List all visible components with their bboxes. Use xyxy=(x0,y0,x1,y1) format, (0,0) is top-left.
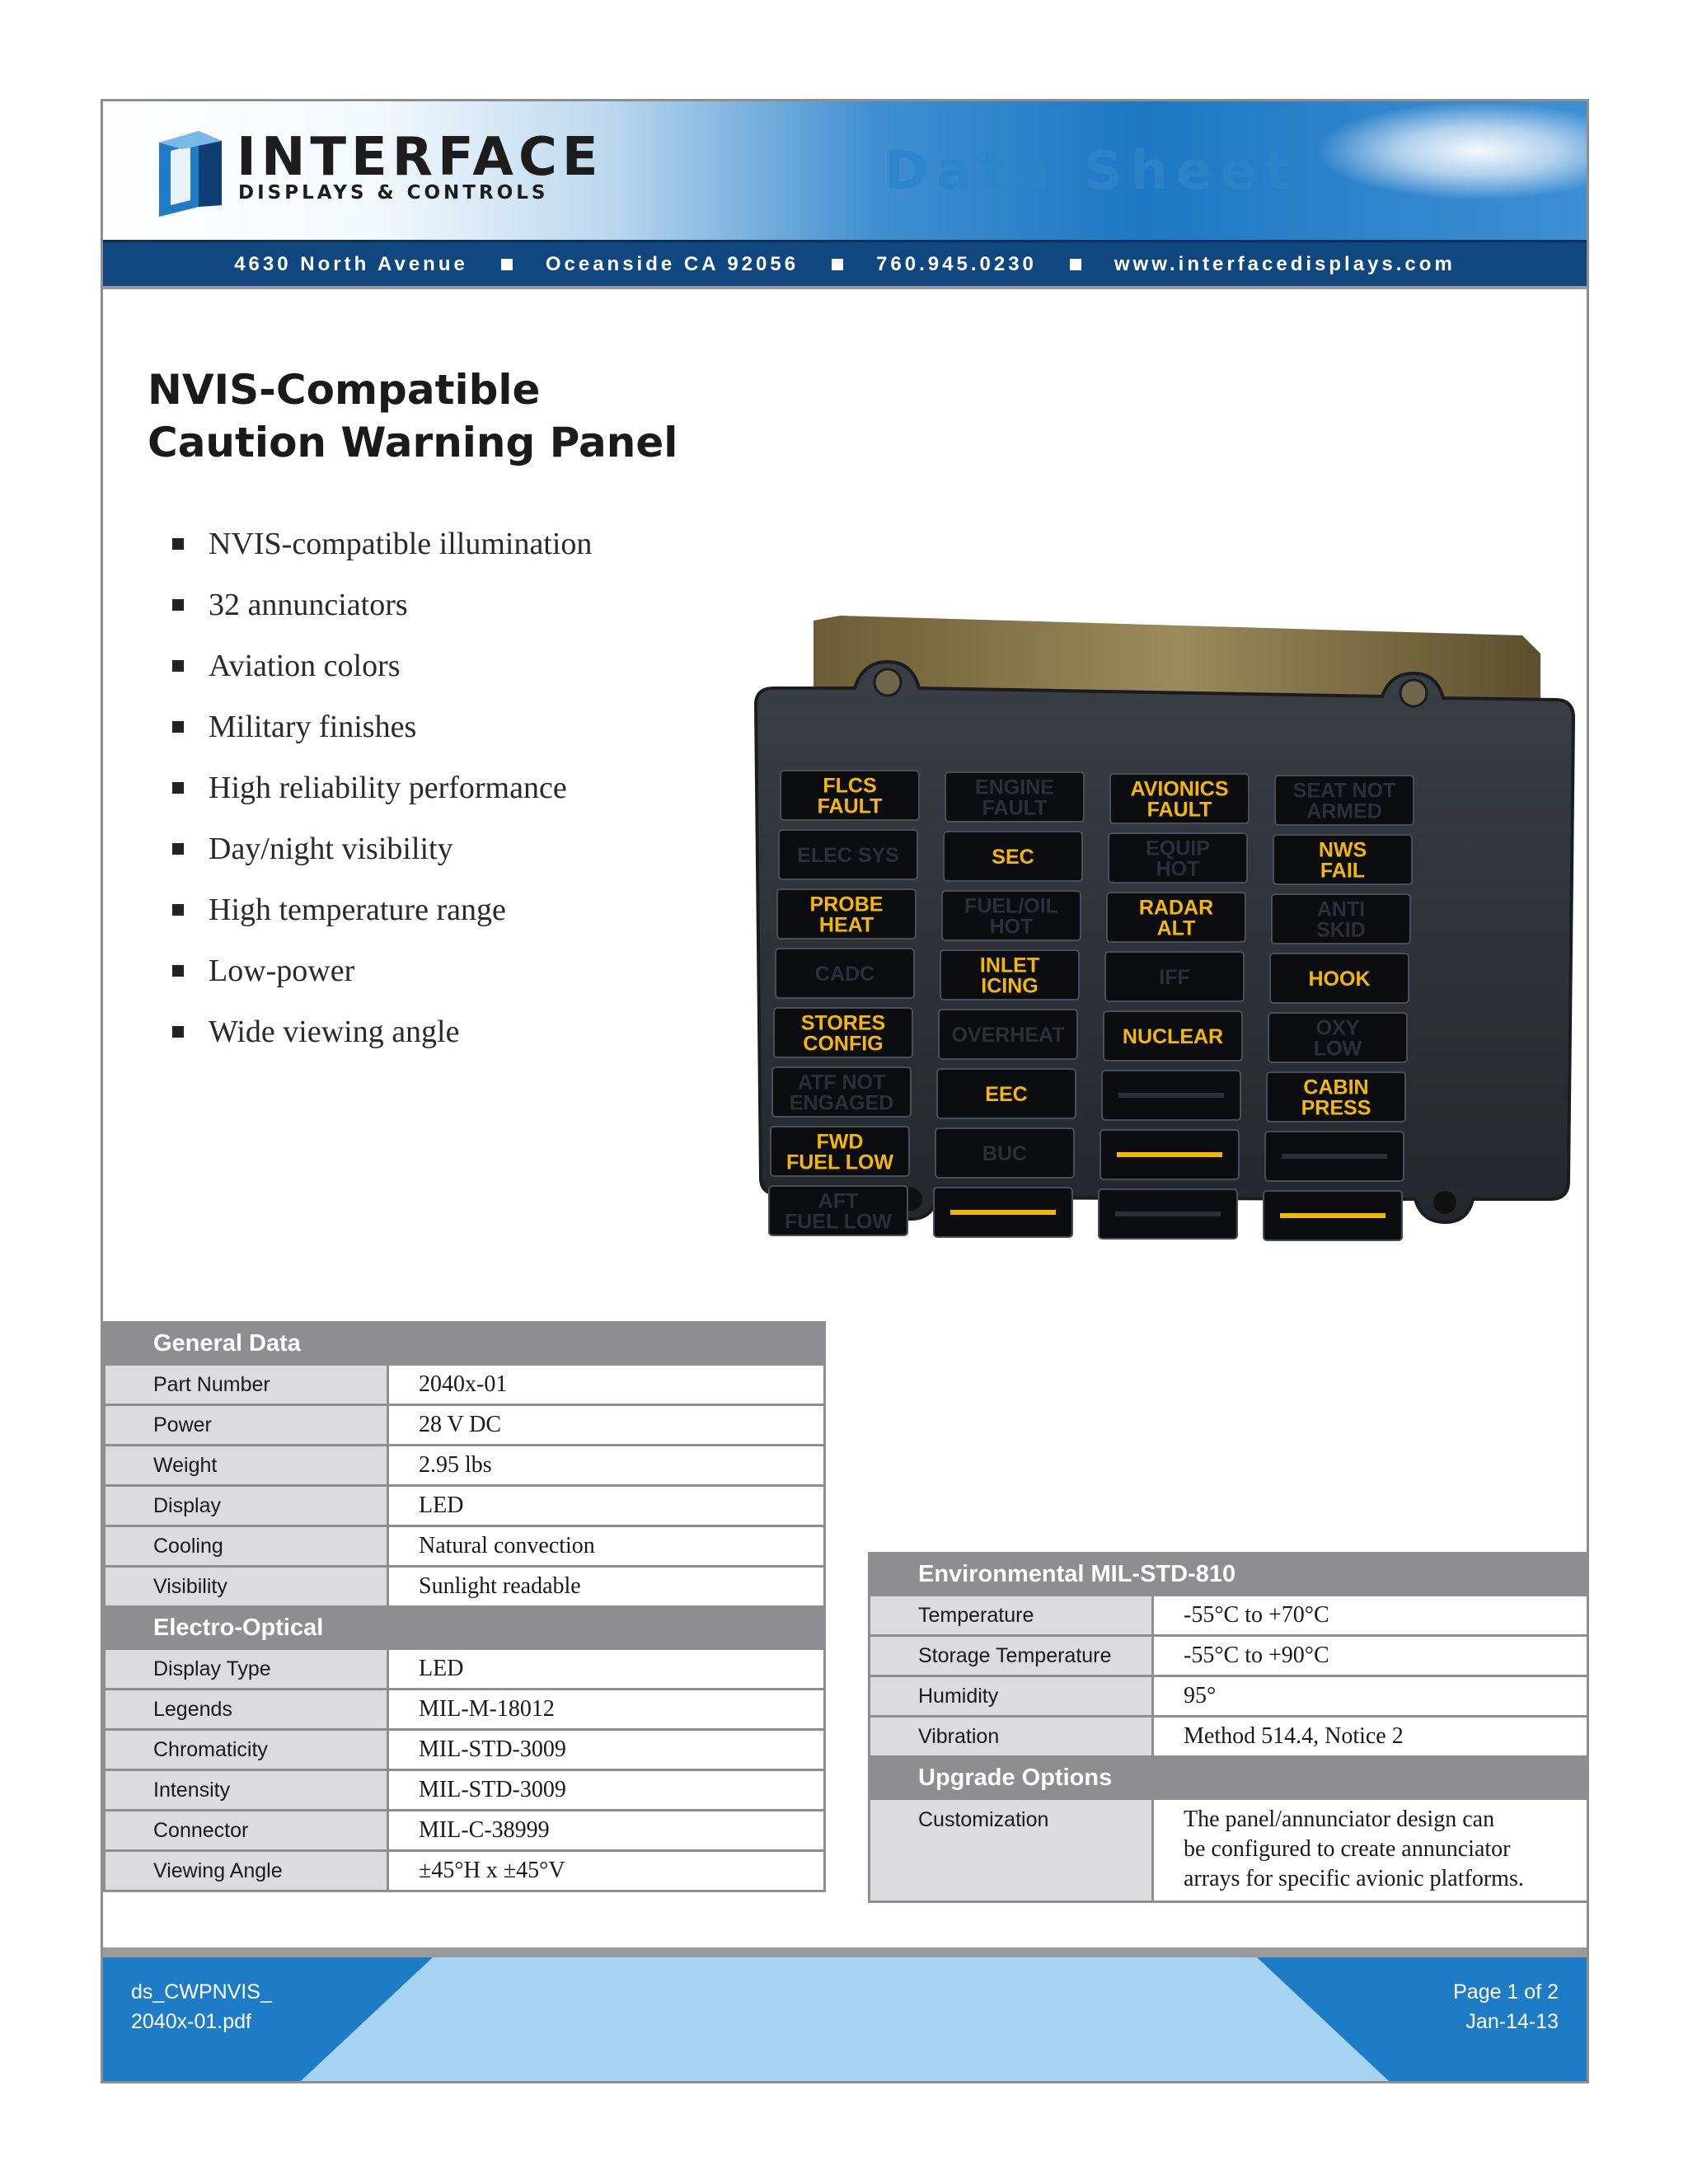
table-value: MIL-C-38999 xyxy=(388,1811,825,1851)
table-key: Weight xyxy=(105,1446,388,1486)
feature-text: NVIS-compatible illumination xyxy=(209,527,593,561)
page-title xyxy=(148,363,678,469)
table-key: Vibration xyxy=(870,1717,1153,1757)
table-row xyxy=(105,1365,825,1405)
annunciator-legend: ANTI xyxy=(1316,898,1366,921)
customization-line: The panel/annunciator design can xyxy=(1184,1807,1495,1832)
separator-square-icon xyxy=(832,259,843,270)
table-row xyxy=(105,1486,825,1526)
mount-hole xyxy=(1400,680,1427,706)
list-item xyxy=(172,879,592,940)
feature-text: High reliability performance xyxy=(209,771,567,805)
list-item xyxy=(172,757,592,818)
separator-square-icon xyxy=(501,259,513,270)
annunciator-legend: PRESS xyxy=(1301,1096,1372,1120)
annunciator-legend: AFT xyxy=(818,1189,859,1213)
table-row xyxy=(105,1567,825,1607)
table-key: Visibility xyxy=(105,1567,388,1607)
environmental-table xyxy=(868,1552,1589,1903)
list-item xyxy=(172,513,592,574)
website-link[interactable]: www.interfacedisplays.com xyxy=(1114,252,1456,275)
annunciator-legend: FWD xyxy=(816,1130,864,1154)
annunciator-legend: STORES xyxy=(800,1011,886,1035)
table-row xyxy=(870,1717,1588,1757)
section-header-upgrade: Upgrade Options xyxy=(870,1757,1588,1799)
annunciator-bar-icon xyxy=(1280,1213,1386,1218)
bullet-square-icon xyxy=(172,599,184,611)
annunciator-legend: FAIL xyxy=(1320,859,1366,883)
city-address: Oceanside CA 92056 xyxy=(545,252,799,275)
table-value: Method 514.4, Notice 2 xyxy=(1153,1717,1588,1757)
annunciator-legend: SKID xyxy=(1316,918,1366,942)
annunciator-bar-icon xyxy=(1117,1152,1222,1157)
phone-number: 760.945.0230 xyxy=(876,252,1037,275)
list-item xyxy=(172,818,592,879)
list-item xyxy=(172,635,592,696)
table-value: -55°C to +70°C xyxy=(1153,1596,1588,1636)
bullet-square-icon xyxy=(172,782,184,794)
feature-text: High temperature range xyxy=(209,893,506,927)
list-item xyxy=(172,574,592,635)
data-sheet-watermark: Data Sheet xyxy=(884,141,1298,202)
table-value: MIL-M-18012 xyxy=(388,1690,825,1730)
annunciator-legend: ATF NOT xyxy=(797,1071,886,1094)
table-value: LED xyxy=(388,1649,825,1690)
bullet-square-icon xyxy=(172,660,184,672)
table-value: ±45°H x ±45°V xyxy=(388,1851,825,1891)
table-key: Cooling xyxy=(105,1526,388,1567)
table-value: MIL-STD-3009 xyxy=(388,1770,825,1811)
annunciator-legend: FAULT xyxy=(1146,798,1212,822)
section-header-environmental: Environmental MIL-STD-810 xyxy=(870,1554,1588,1596)
table-key: Connector xyxy=(105,1811,388,1851)
annunciator-legend: HEAT xyxy=(818,913,874,937)
annunciator-legend: ELEC SYS xyxy=(797,844,899,867)
table-value: Natural convection xyxy=(388,1526,825,1567)
table-key: Display Type xyxy=(105,1649,388,1690)
annunciator-legend: OVERHEAT xyxy=(951,1024,1065,1047)
annunciator-legend: IFF xyxy=(1159,966,1190,989)
annunciator-legend: FUEL/OIL xyxy=(964,894,1058,918)
annunciator-legend: ALT xyxy=(1156,916,1196,940)
company-name: INTERFACE xyxy=(237,127,603,188)
separator-square-icon xyxy=(1070,259,1081,270)
table-value: 2040x-01 xyxy=(388,1365,825,1405)
annunciator-legend: EQUIP xyxy=(1146,837,1210,860)
table-row xyxy=(105,1690,825,1730)
table-key: Display xyxy=(105,1486,388,1526)
bullet-square-icon xyxy=(172,843,184,855)
annunciator-bar-icon xyxy=(1115,1212,1221,1216)
header-banner xyxy=(103,101,1587,240)
table-row xyxy=(105,1405,825,1446)
annunciator-legend: HOT xyxy=(1156,857,1200,881)
feature-text: 32 annunciators xyxy=(209,588,408,622)
file-name xyxy=(131,1977,272,2036)
cloud-graphic xyxy=(1315,101,1587,200)
annunciator-legend: OXY xyxy=(1315,1016,1360,1040)
table-key: Viewing Angle xyxy=(105,1851,388,1891)
annunciator-legend: BUC xyxy=(982,1142,1028,1165)
title-line-2: Caution Warning Panel xyxy=(148,419,678,466)
table-row xyxy=(870,1596,1588,1636)
table-value: 28 V DC xyxy=(388,1405,825,1446)
feature-text: Military finishes xyxy=(209,710,417,744)
feature-text: Wide viewing angle xyxy=(209,1015,460,1049)
annunciator-legend: PROBE xyxy=(809,893,884,916)
annunciator-legend: RADAR xyxy=(1138,896,1214,920)
file-name-line-2: 2040x-01.pdf xyxy=(131,2010,251,2033)
table-key: Chromaticity xyxy=(105,1730,388,1770)
title-line-1: NVIS-Compatible xyxy=(148,366,541,414)
bullet-square-icon xyxy=(172,721,184,733)
table-row xyxy=(105,1730,825,1770)
annunciator-legend: FAULT xyxy=(817,794,883,818)
table-value: 2.95 lbs xyxy=(388,1446,825,1486)
annunciator-legend: FLCS xyxy=(823,774,877,798)
annunciator-legend: EEC xyxy=(985,1083,1028,1106)
annunciator-legend: ENGAGED xyxy=(789,1091,894,1115)
feature-text: Aviation colors xyxy=(209,649,401,683)
table-value: Sunlight readable xyxy=(388,1567,825,1607)
bullet-square-icon xyxy=(172,965,184,977)
page-number: Page 1 of 2 xyxy=(1453,1980,1559,2004)
mount-hole xyxy=(1433,1191,1456,1214)
annunciator-bar-icon xyxy=(950,1210,1056,1215)
table-row xyxy=(105,1526,825,1567)
feature-text: Low-power xyxy=(209,954,355,988)
table-key: Part Number xyxy=(105,1365,388,1405)
page-footer xyxy=(103,1957,1587,2081)
table-key: Temperature xyxy=(870,1596,1153,1636)
table-value: LED xyxy=(388,1486,825,1526)
customization-line: arrays for specific avionic platforms. xyxy=(1184,1866,1524,1891)
annunciator-legend: HOT xyxy=(989,915,1034,939)
annunciator-legend: AVIONICS xyxy=(1130,777,1229,801)
annunciator-legend: FUEL LOW xyxy=(784,1210,893,1234)
feature-list xyxy=(172,513,592,1062)
table-key: Storage Temperature xyxy=(870,1636,1153,1676)
bullet-square-icon xyxy=(172,1026,184,1038)
annunciator-legend: ARMED xyxy=(1306,799,1382,823)
annunciator-legend: NWS xyxy=(1318,838,1367,862)
annunciator-legend: NUCLEAR xyxy=(1122,1025,1224,1048)
file-name-line-1: ds_CWPNVIS_ xyxy=(131,1980,272,2004)
table-value xyxy=(1153,1799,1588,1902)
street-address: 4630 North Avenue xyxy=(234,252,468,275)
bullet-square-icon xyxy=(172,904,184,916)
footer-divider xyxy=(103,1947,1587,1957)
table-row xyxy=(105,1851,825,1891)
table-key: Legends xyxy=(105,1690,388,1730)
list-item xyxy=(172,1001,592,1062)
annunciator-legend: FUEL LOW xyxy=(785,1151,894,1174)
table-value: -55°C to +90°C xyxy=(1153,1636,1588,1676)
table-key: Humidity xyxy=(870,1676,1153,1717)
annunciator-bar-icon xyxy=(1118,1093,1224,1098)
annunciator-bar-icon xyxy=(1282,1154,1387,1159)
table-key: Power xyxy=(105,1405,388,1446)
document-date: Jan-14-13 xyxy=(1465,2010,1559,2033)
table-row xyxy=(105,1770,825,1811)
company-logo-icon xyxy=(151,126,227,217)
table-value: 95° xyxy=(1153,1676,1588,1717)
table-row xyxy=(105,1649,825,1690)
table-key: Customization xyxy=(870,1799,1153,1902)
annunciator-legend: FAULT xyxy=(982,796,1048,820)
table-value: MIL-STD-3009 xyxy=(388,1730,825,1770)
bullet-square-icon xyxy=(172,538,184,550)
table-row xyxy=(105,1446,825,1486)
product-photo xyxy=(731,513,1589,1329)
section-header-electro-optical: Electro-Optical xyxy=(105,1607,825,1649)
annunciator-legend: LOW xyxy=(1313,1037,1362,1061)
mount-hole xyxy=(874,669,901,696)
page-frame xyxy=(101,99,1589,2083)
address-bar xyxy=(103,240,1587,289)
annunciator-legend: INLET xyxy=(979,954,1040,977)
section-header-general: General Data xyxy=(105,1323,825,1365)
annunciator-legend: HOOK xyxy=(1308,968,1371,991)
annunciator-legend: ENGINE xyxy=(975,776,1054,799)
table-key: Intensity xyxy=(105,1770,388,1811)
feature-text: Day/night visibility xyxy=(209,832,453,866)
table-row xyxy=(870,1799,1588,1902)
company-subtitle: DISPLAYS & CONTROLS xyxy=(238,182,549,204)
table-row xyxy=(870,1636,1588,1676)
caution-panel-illustration xyxy=(731,513,1589,1329)
table-row xyxy=(105,1811,825,1851)
list-item xyxy=(172,696,592,757)
customization-line: be configured to create annunciator xyxy=(1184,1836,1511,1862)
annunciator-legend: CONFIG xyxy=(803,1032,884,1056)
annunciator-legend: SEC xyxy=(992,846,1034,869)
table-row xyxy=(870,1676,1588,1717)
page-info xyxy=(1453,1977,1559,2036)
general-data-table xyxy=(103,1321,826,1892)
annunciator-legend: CADC xyxy=(814,963,875,986)
list-item xyxy=(172,940,592,1001)
annunciator-legend: ICING xyxy=(981,974,1039,998)
annunciator-legend: SEAT NOT xyxy=(1292,779,1396,803)
annunciator-legend: CABIN xyxy=(1303,1076,1369,1099)
